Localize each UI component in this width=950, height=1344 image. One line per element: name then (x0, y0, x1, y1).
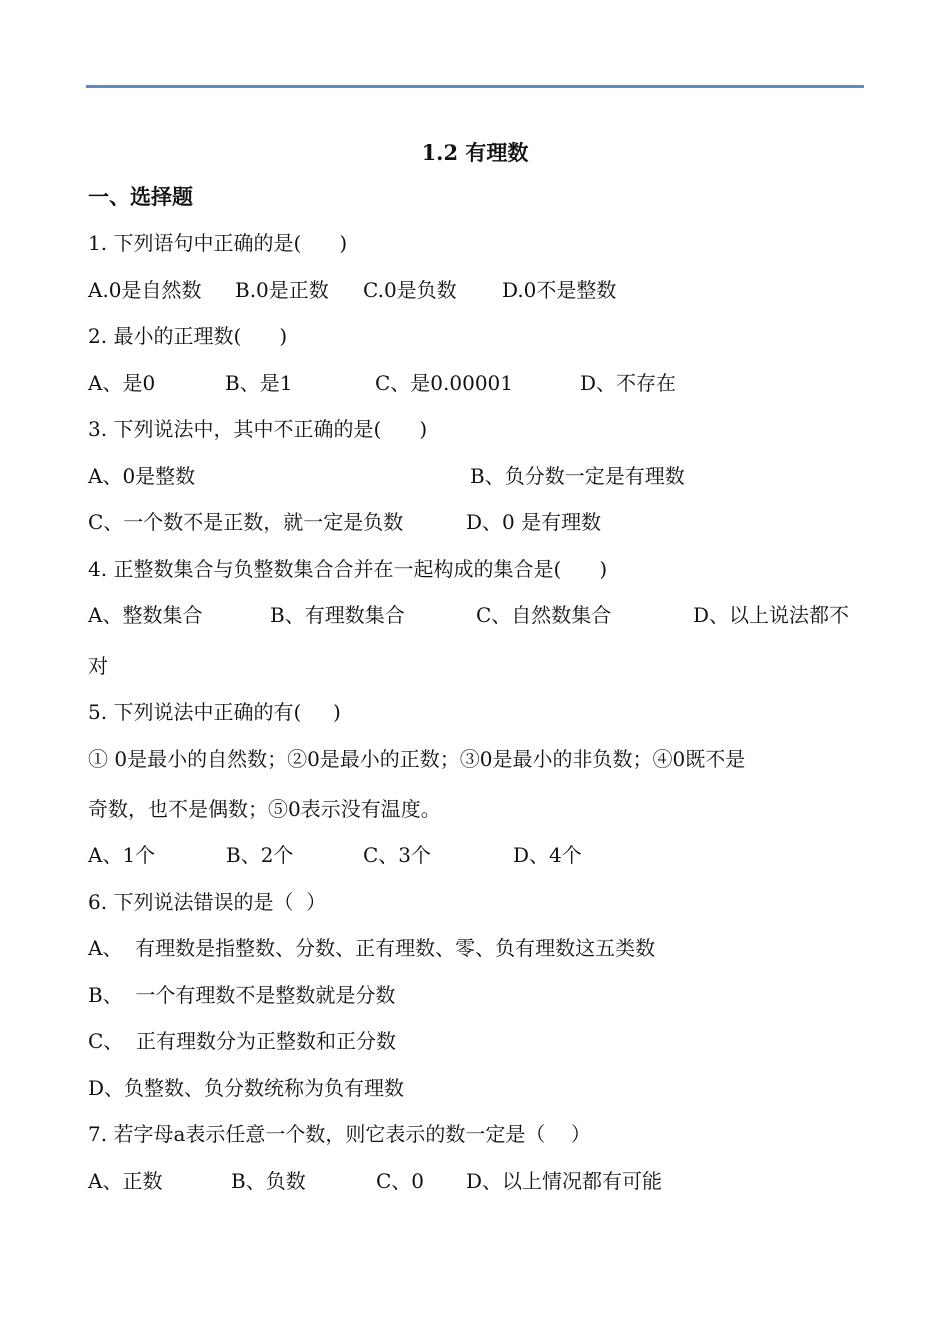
question-1-option-d: D.0不是整数 (502, 278, 617, 302)
question-6-option-a: A、 有理数是指整数、分数、正有理数、零、负有理数这五类数 (88, 936, 656, 960)
question-2-option-a: A、是0 (88, 371, 156, 395)
question-4-option-a: A、整数集合 (88, 603, 203, 627)
question-2-option-b: B、是1 (225, 371, 293, 395)
question-5-option-d: D、4个 (513, 843, 582, 867)
question-3-option-a: A、0是整数 (88, 464, 196, 488)
question-3-stem: 3. 下列说法中，其中不正确的是( ) (88, 417, 428, 441)
question-5-stem: 5. 下列说法中正确的有( ) (88, 700, 341, 724)
question-1-stem: 1. 下列语句中正确的是( ) (88, 231, 348, 255)
section-heading: 一、选择题 (88, 184, 193, 209)
question-7-option-c: C、0 (376, 1169, 425, 1193)
question-4-option-d: D、以上说法都不 (693, 603, 850, 627)
header-rule (86, 85, 864, 88)
question-1-option-b: B.0是正数 (235, 278, 329, 302)
question-5-option-a: A、1个 (88, 843, 156, 867)
question-2-option-d: D、不存在 (580, 371, 677, 395)
page-title: 1.2 有理数 (421, 140, 529, 165)
question-7-option-a: A、正数 (88, 1169, 163, 1193)
question-3-option-b: B、负分数一定是有理数 (470, 464, 685, 488)
question-7-option-b: B、负数 (231, 1169, 306, 1193)
question-5-option-b: B、2个 (226, 843, 294, 867)
question-5-statements-line-1: ① 0是最小的自然数；②0是最小的正数；③0是最小的非负数；④0既不是 (88, 747, 746, 771)
question-6-option-d: D、负整数、负分数统称为负有理数 (88, 1076, 405, 1100)
question-4-option-d-wrap: 对 (88, 654, 108, 678)
question-6-option-b: B、 一个有理数不是整数就是分数 (88, 983, 396, 1007)
question-6-option-c: C、 正有理数分为正整数和正分数 (88, 1029, 397, 1053)
question-1-option-c: C.0是负数 (363, 278, 457, 302)
question-1-option-a: A.0是自然数 (88, 278, 202, 302)
question-7-option-d: D、以上情况都有可能 (466, 1169, 663, 1193)
question-5-statements-line-2: 奇数，也不是偶数；⑤0表示没有温度。 (88, 797, 441, 821)
question-2-stem: 2. 最小的正理数( ) (88, 324, 288, 348)
question-3-option-c: C、一个数不是正数，就一定是负数 (88, 510, 404, 534)
question-4-stem: 4. 正整数集合与负整数集合合并在一起构成的集合是( ) (88, 557, 608, 581)
question-2-option-c: C、是0.00001 (375, 371, 514, 395)
question-3-option-d: D、0 是有理数 (466, 510, 602, 534)
question-4-option-b: B、有理数集合 (270, 603, 405, 627)
question-5-option-c: C、3个 (363, 843, 432, 867)
question-6-stem: 6. 下列说法错误的是（ ） (88, 890, 327, 914)
question-4-option-c: C、自然数集合 (476, 603, 612, 627)
question-7-stem: 7. 若字母a表示任意一个数，则它表示的数一定是（ ） (88, 1122, 591, 1146)
